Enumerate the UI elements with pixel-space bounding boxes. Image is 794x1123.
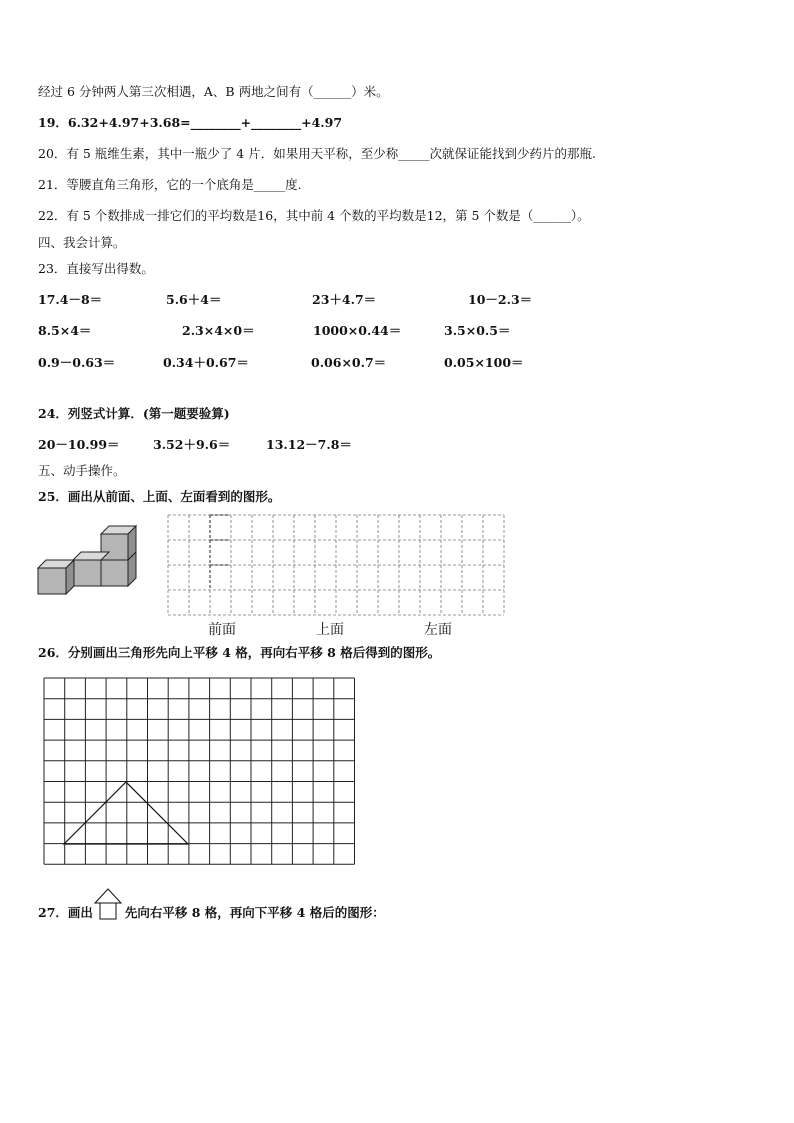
caption-top-view: 上面 xyxy=(316,622,344,638)
q23-item: 0.05×100＝ xyxy=(444,355,524,370)
section-4-heading: 四、我会计算。 xyxy=(38,235,126,250)
q23-item: 2.3×4×0＝ xyxy=(182,323,255,338)
q23-item: 5.6＋4＝ xyxy=(166,292,222,307)
q24-item: 13.12－7.8＝ xyxy=(266,437,352,452)
q24-item: 3.52＋9.6＝ xyxy=(153,437,231,452)
q22-text: 22．有 5 个数排成一排它们的平均数是16，其中前 4 个数的平均数是12，第 5 个数是（______）。 xyxy=(38,208,590,223)
q20-text: 20．有 5 瓶维生素，其中一瓶少了 4 片．如果用天平称，至少称_____次就保证能找到少药片的那瓶. xyxy=(38,146,596,161)
q23-item: 3.5×0.5＝ xyxy=(444,323,511,338)
caption-front-view: 前面 xyxy=(208,622,236,638)
q23-item: 23＋4.7＝ xyxy=(312,292,377,307)
q23-item: 0.9－0.63＝ xyxy=(38,355,116,370)
section-5-heading: 五、动手操作。 xyxy=(38,463,126,478)
q26-grid xyxy=(43,677,363,872)
q27-prefix: 27．画出 xyxy=(38,905,93,920)
q23-item: 0.06×0.7＝ xyxy=(311,355,387,370)
q27-suffix: 先向右平移 8 格，再向下平移 4 格后的图形： xyxy=(124,905,385,920)
q23-text: 23．直接写出得数。 xyxy=(38,261,154,276)
q27-text xyxy=(38,901,385,921)
cube-stack-figure xyxy=(36,522,146,612)
q21-text: 21．等腰直角三角形，它的一个底角是_____度. xyxy=(38,177,302,192)
q23-item: 8.5×4＝ xyxy=(38,323,92,338)
q25-text: 25．画出从前面、上面、左面看到的图形。 xyxy=(38,489,281,504)
q23-item: 1000×0.44＝ xyxy=(313,323,402,338)
arrow-house-shape xyxy=(93,901,125,917)
q23-item: 10－2.3＝ xyxy=(468,292,533,307)
q23-item: 0.34＋0.67＝ xyxy=(163,355,249,370)
q18-tail-text: 经过 6 分钟两人第三次相遇，A、B 两地之间有（______）米。 xyxy=(38,84,389,99)
triangle-shape xyxy=(64,782,188,844)
q26-text: 26．分别画出三角形先向上平移 4 格，再向右平移 8 格后得到的图形。 xyxy=(38,645,441,660)
q24-item: 20－10.99＝ xyxy=(38,437,120,452)
q24-text: 24．列竖式计算．(第一题要验算) xyxy=(38,406,230,421)
q19-text: 19．6.32+4.97+3.68=________+________+4.97 xyxy=(38,115,343,130)
caption-left-view: 左面 xyxy=(424,622,452,638)
q23-item: 17.4－8＝ xyxy=(38,292,103,307)
q25-dashed-grid xyxy=(166,512,506,612)
